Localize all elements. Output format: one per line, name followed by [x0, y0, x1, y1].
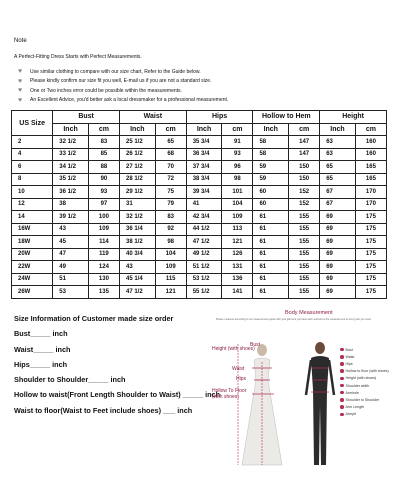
waist-field-line: Waist_____ inch	[14, 344, 71, 354]
legend-dot-icon	[340, 391, 344, 395]
waist-to-floor-field-line: Waist to floor(Waist to Feet include shoes) ___ inch	[14, 405, 193, 415]
measurement-cell: 83	[88, 136, 119, 149]
measurement-cell: 51 1/2	[186, 261, 222, 274]
measurement-cell: 170	[355, 186, 386, 199]
measurement-cell: 104	[155, 248, 186, 261]
legend-text: Waist	[345, 354, 355, 359]
measurement-cell: 155	[289, 223, 320, 236]
measurement-cell: 69	[320, 261, 356, 274]
measurement-cell: 92	[155, 223, 186, 236]
bullet-list	[18, 67, 228, 105]
measurement-cell: 119	[88, 248, 119, 261]
note-label: Note	[14, 38, 27, 44]
measurement-cell: 47 1/2	[119, 286, 155, 299]
measurement-cell: 90	[88, 173, 119, 186]
measurement-cell: 113	[222, 223, 253, 236]
measurement-cell: 93	[88, 186, 119, 199]
unit-header: cm	[355, 123, 386, 136]
measurement-cell: 39 1/2	[53, 211, 89, 224]
measurement-cell: 136	[222, 273, 253, 286]
header-hollow-to-hem: Hollow to Hem	[253, 111, 320, 124]
size-chart-table	[11, 110, 387, 299]
unit-header: cm	[88, 123, 119, 136]
measurement-cell: 29 1/2	[119, 186, 155, 199]
measurement-cell: 41	[186, 198, 222, 211]
measurement-cell: 91	[222, 136, 253, 149]
table-row	[12, 223, 387, 236]
legend-item	[340, 382, 389, 389]
size-cell: 18W	[12, 236, 53, 249]
unit-header: cm	[155, 123, 186, 136]
measurement-cell: 69	[320, 248, 356, 261]
body-measurement-title: Body Measurement	[285, 310, 333, 316]
measurement-cell: 38	[53, 198, 89, 211]
measurement-cell: 59	[253, 161, 289, 174]
legend-text: Armpit	[345, 412, 356, 417]
legend-dot-icon	[340, 384, 344, 388]
measurement-cell: 175	[355, 248, 386, 261]
measurement-cell: 104	[222, 198, 253, 211]
table-row	[12, 248, 387, 261]
measurement-cell: 69	[320, 211, 356, 224]
measurement-cell: 26 1/2	[119, 148, 155, 161]
measurement-cell: 49 1/2	[186, 248, 222, 261]
size-cell: 14	[12, 211, 53, 224]
label-waist: Waist	[232, 366, 245, 372]
measurement-cell: 38 1/2	[119, 236, 155, 249]
measurement-cell: 69	[320, 223, 356, 236]
measurement-cell: 36 1/4	[119, 223, 155, 236]
measurement-cell: 51	[53, 273, 89, 286]
measurement-cell: 165	[355, 173, 386, 186]
measurement-cell: 160	[355, 148, 386, 161]
measurement-cell: 155	[289, 236, 320, 249]
measurement-cell: 35 1/2	[53, 173, 89, 186]
measurement-cell: 31	[119, 198, 155, 211]
measurement-legend	[340, 346, 389, 418]
heart-icon: ♥	[18, 87, 23, 95]
measurement-cell: 28 1/2	[119, 173, 155, 186]
measurement-cell: 69	[320, 286, 356, 299]
bullet-text: One or Two inches error could be possible within the measurements.	[30, 87, 182, 94]
legend-dot-icon	[340, 369, 344, 373]
label-hollow-to-floor: Hollow To Floor (with shoes)	[212, 388, 247, 400]
legend-item	[340, 411, 389, 418]
legend-dot-icon	[340, 362, 344, 366]
measurement-cell: 61	[253, 223, 289, 236]
legend-text: Shoulder width	[345, 383, 370, 388]
measurement-cell: 40 3/4	[119, 248, 155, 261]
measurement-cell: 70	[155, 161, 186, 174]
measurement-cell: 165	[355, 161, 386, 174]
legend-dot-icon	[340, 398, 344, 402]
bullet-text: Please kindly confirm our size fit you well, E-mail us if you are not a standard size.	[30, 78, 212, 85]
measurement-cell: 25 1/2	[119, 136, 155, 149]
hips-field-line: Hips_____ inch	[14, 359, 68, 369]
measurement-cell: 49	[53, 261, 89, 274]
size-cell: 12	[12, 198, 53, 211]
legend-item	[340, 404, 389, 411]
legend-dot-icon	[340, 348, 344, 352]
measurement-cell: 121	[222, 236, 253, 249]
size-cell: 10	[12, 186, 53, 199]
table-row	[12, 161, 387, 174]
legend-text: Hips	[345, 361, 353, 366]
measurement-cell: 67	[320, 198, 356, 211]
measurement-cell: 61	[253, 248, 289, 261]
header-height: Height	[320, 111, 387, 124]
heart-icon: ♥	[18, 96, 23, 104]
measurement-cell: 69	[320, 236, 356, 249]
measurement-cell: 79	[155, 198, 186, 211]
measurement-cell: 155	[289, 273, 320, 286]
bullet-item	[18, 96, 228, 106]
measurement-cell: 98	[222, 173, 253, 186]
measurement-cell: 85	[88, 148, 119, 161]
measurement-cell: 53	[53, 286, 89, 299]
bullet-item	[18, 67, 228, 77]
header-bust: Bust	[53, 111, 120, 124]
measurement-cell: 72	[155, 173, 186, 186]
measurement-cell: 45	[53, 236, 89, 249]
table-row	[12, 173, 387, 186]
legend-item	[340, 389, 389, 396]
bullet-item	[18, 86, 228, 96]
size-cell: 16W	[12, 223, 53, 236]
legend-item	[340, 353, 389, 360]
measurement-cell: 60	[253, 198, 289, 211]
heart-icon: ♥	[18, 68, 23, 76]
legend-text: Arm Length	[345, 405, 365, 410]
unit-header: cm	[222, 123, 253, 136]
measurement-cell: 32 1/2	[119, 211, 155, 224]
legend-dot-icon	[340, 413, 344, 417]
measurement-cell: 115	[155, 273, 186, 286]
legend-item	[340, 375, 389, 382]
measurement-cell: 126	[222, 248, 253, 261]
measurement-cell: 131	[222, 261, 253, 274]
measurement-cell: 109	[222, 211, 253, 224]
measurement-cell: 36 1/2	[53, 186, 89, 199]
measurement-cell: 175	[355, 223, 386, 236]
measurement-cell: 68	[155, 148, 186, 161]
table-row	[12, 136, 387, 149]
measurement-cell: 97	[88, 198, 119, 211]
measurement-cell: 155	[289, 286, 320, 299]
custom-size-info	[14, 314, 220, 421]
measurement-cell: 67	[320, 186, 356, 199]
measurement-cell: 36 3/4	[186, 148, 222, 161]
measurement-cell: 61	[253, 236, 289, 249]
measurement-cell: 32 1/2	[53, 136, 89, 149]
unit-header: Inch	[253, 123, 289, 136]
header-hips: Hips	[186, 111, 253, 124]
measurement-cell: 47 1/2	[186, 236, 222, 249]
legend-text: Height (with shoes)	[345, 376, 377, 381]
legend-text: Bust	[345, 347, 353, 352]
legend-text: Shoulder to Shoulder	[345, 397, 380, 402]
measurement-cell: 69	[320, 273, 356, 286]
legend-item	[340, 360, 389, 367]
size-cell: 2	[12, 136, 53, 149]
measurement-cell: 34 1/2	[53, 161, 89, 174]
measurement-cell: 65	[155, 136, 186, 149]
legend-text: Hollow to floor (with shoes)	[345, 369, 389, 374]
measurement-cell: 60	[253, 186, 289, 199]
label-hips: Hips	[236, 376, 247, 382]
unit-header: Inch	[119, 123, 155, 136]
measurement-cell: 100	[88, 211, 119, 224]
measurement-cell: 141	[222, 286, 253, 299]
custom-size-title: Size Information of Customer made size order	[14, 314, 174, 323]
bust-field-line: Bust_____ inch	[14, 329, 68, 339]
measurement-cell: 59	[253, 173, 289, 186]
measurement-cell: 43	[53, 223, 89, 236]
measurement-cell: 101	[222, 186, 253, 199]
measurement-cell: 160	[355, 136, 386, 149]
table-row	[12, 148, 387, 161]
measurement-cell: 88	[88, 161, 119, 174]
measurement-cell: 75	[155, 186, 186, 199]
heart-icon: ♥	[18, 77, 23, 85]
shoulder-field-line: Shoulder to Shoulder_____ inch	[14, 375, 126, 385]
legend-dot-icon	[340, 377, 344, 381]
measurement-cell: 45 1/4	[119, 273, 155, 286]
measurement-cell: 152	[289, 186, 320, 199]
hollow-to-waist-field-line: Hollow to waist(Front Length Shoulder to Waist) _____ inch	[14, 390, 221, 400]
unit-header: Inch	[186, 123, 222, 136]
measurement-cell: 147	[289, 148, 320, 161]
label-bust: Bust	[250, 342, 261, 348]
label-height: Height (with shoes)	[212, 346, 255, 352]
measurement-cell: 53 1/2	[186, 273, 222, 286]
measurement-cell: 65	[320, 173, 356, 186]
size-cell: 22W	[12, 261, 53, 274]
measurement-cell: 39 3/4	[186, 186, 222, 199]
bullet-text: An Excellent Advice, you'd better ask a local dressmaker for a professional measurement.	[30, 97, 229, 104]
measurement-cell: 93	[222, 148, 253, 161]
legend-item	[340, 346, 389, 353]
measurement-cell: 114	[88, 236, 119, 249]
body-measurement-diagram	[210, 310, 396, 470]
measurement-cell: 170	[355, 198, 386, 211]
legend-item	[340, 368, 389, 375]
measurement-cell: 98	[155, 236, 186, 249]
measurement-cell: 155	[289, 211, 320, 224]
measurement-cell: 175	[355, 273, 386, 286]
size-cell: 26W	[12, 286, 53, 299]
measurement-cell: 130	[88, 273, 119, 286]
legend-text: Armhole	[345, 390, 359, 395]
measurement-cell: 135	[88, 286, 119, 299]
unit-header: cm	[289, 123, 320, 136]
intro-text: A Perfect-Fitting Dress Starts with Perfect Measurements.	[14, 54, 142, 60]
unit-header: Inch	[320, 123, 356, 136]
measurement-cell: 155	[289, 248, 320, 261]
measurement-cell: 27 1/2	[119, 161, 155, 174]
measurement-cell: 33 1/2	[53, 148, 89, 161]
measurement-cell: 83	[155, 211, 186, 224]
header-waist: Waist	[119, 111, 186, 124]
model-figure	[306, 342, 334, 465]
measurement-cell: 35 3/4	[186, 136, 222, 149]
size-cell: 6	[12, 161, 53, 174]
table-row	[12, 236, 387, 249]
measurement-cell: 155	[289, 261, 320, 274]
unit-header: Inch	[53, 123, 89, 136]
legend-item	[340, 396, 389, 403]
measurement-cell: 109	[155, 261, 186, 274]
size-cell: 8	[12, 173, 53, 186]
size-cell: 24W	[12, 273, 53, 286]
measurement-cell: 43	[119, 261, 155, 274]
measurement-cell: 58	[253, 148, 289, 161]
measurement-cell: 150	[289, 161, 320, 174]
table-row	[12, 261, 387, 274]
measurement-cell: 175	[355, 286, 386, 299]
legend-dot-icon	[340, 355, 344, 359]
measurement-cell: 44 1/2	[186, 223, 222, 236]
header-us-size: US Size	[12, 111, 53, 136]
measurement-cell: 61	[253, 286, 289, 299]
measurement-cell: 175	[355, 236, 386, 249]
legend-dot-icon	[340, 405, 344, 409]
measurement-cell: 175	[355, 261, 386, 274]
measurement-cell: 150	[289, 173, 320, 186]
measurement-cell: 42 3/4	[186, 211, 222, 224]
measurement-cell: 121	[155, 286, 186, 299]
measurement-cell: 37 3/4	[186, 161, 222, 174]
measurement-cell: 96	[222, 161, 253, 174]
size-cell: 20W	[12, 248, 53, 261]
bullet-item	[18, 77, 228, 87]
measurement-cell: 63	[320, 136, 356, 149]
measurement-cell: 47	[53, 248, 89, 261]
measurement-cell: 58	[253, 136, 289, 149]
table-row	[12, 286, 387, 299]
measurement-cell: 61	[253, 211, 289, 224]
measurement-cell: 61	[253, 273, 289, 286]
body-measurement-subtitle: Please measure according to our measurement guide with your garment you have worn and tell us the measurement of every part you need	[216, 318, 371, 321]
measurement-cell: 61	[253, 261, 289, 274]
measurement-cell: 109	[88, 223, 119, 236]
measurement-cell: 65	[320, 161, 356, 174]
table-row	[12, 198, 387, 211]
table-row	[12, 186, 387, 199]
bullet-text: Use similar clothing to compare with our size chart, Refer to the Guide below.	[30, 68, 201, 75]
table-row	[12, 211, 387, 224]
measurement-cell: 124	[88, 261, 119, 274]
table-row	[12, 273, 387, 286]
measurement-cell: 152	[289, 198, 320, 211]
size-cell: 4	[12, 148, 53, 161]
measurement-cell: 63	[320, 148, 356, 161]
measurement-cell: 55 1/2	[186, 286, 222, 299]
measurement-cell: 38 3/4	[186, 173, 222, 186]
measurement-cell: 175	[355, 211, 386, 224]
measurement-cell: 147	[289, 136, 320, 149]
